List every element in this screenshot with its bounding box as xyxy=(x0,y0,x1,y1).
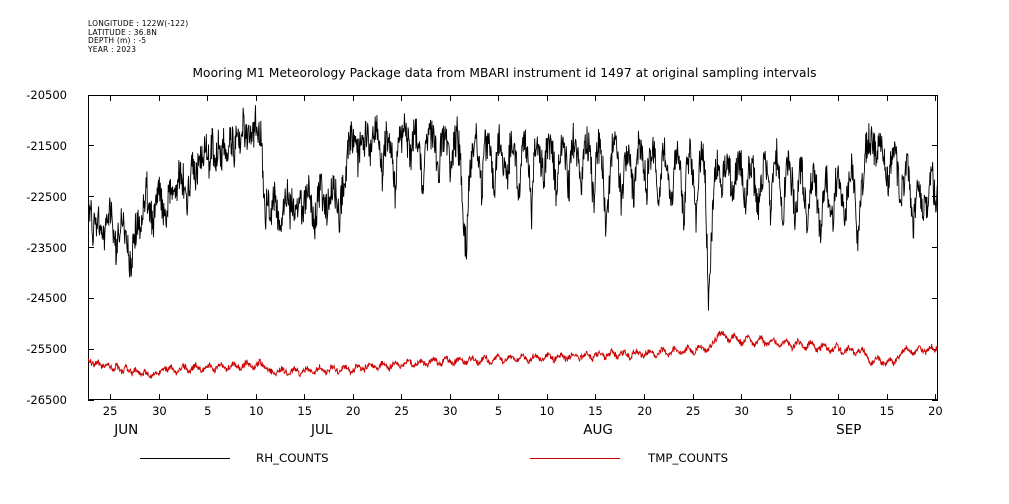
y-tick-label: -22500 xyxy=(26,189,67,204)
x-tick-label: 15 xyxy=(297,404,313,418)
x-tick-label: 15 xyxy=(588,404,603,418)
x-tick-label: 20 xyxy=(637,404,653,418)
month-label: JUN xyxy=(114,422,139,438)
x-tick-label: 25 xyxy=(102,404,118,418)
month-label: SEP xyxy=(836,422,862,438)
y-tick-label: -23500 xyxy=(26,240,67,255)
x-tick-label: 25 xyxy=(685,404,701,418)
x-tick-label: 30 xyxy=(442,404,458,418)
y-tick-label: -24500 xyxy=(26,291,67,306)
metadata-line-year: YEAR : 2023 xyxy=(88,44,137,54)
y-tick-label: -21500 xyxy=(26,138,67,153)
metadata-line-longitude: LONGITUDE : 122W(-122) xyxy=(88,19,189,28)
x-tick-label: 25 xyxy=(394,404,409,418)
plot-area xyxy=(88,95,938,400)
x-tick-label: 10 xyxy=(248,404,264,418)
legend-label-tmp: TMP_COUNTS xyxy=(648,451,729,465)
series-line-tmp_counts xyxy=(88,331,938,378)
legend xyxy=(0,447,1009,471)
metadata-line-depth: DEPTH (m) : -5 xyxy=(88,36,147,46)
y-tick-label: -20500 xyxy=(26,88,67,102)
x-tick-label: 20 xyxy=(928,404,943,418)
series-line-rh_counts xyxy=(88,105,938,310)
y-tick-label: -26500 xyxy=(26,393,67,407)
chart-title: Mooring M1 Meteorology Package data from MBARI instrument id 1497 at original sampling intervals xyxy=(192,66,817,80)
month-label: AUG xyxy=(583,422,613,438)
x-tick-label: 5 xyxy=(786,404,794,418)
series-canvas xyxy=(88,95,938,400)
x-tick-label: 30 xyxy=(734,404,749,418)
x-tick-label: 10 xyxy=(831,404,846,418)
x-tick-label: 5 xyxy=(204,404,212,418)
legend-label-rh: RH_COUNTS xyxy=(256,451,329,465)
x-tick-label: 5 xyxy=(494,404,503,418)
x-tick-label: 20 xyxy=(345,404,361,418)
y-tick-label: -25500 xyxy=(26,342,67,357)
x-tick-label: 15 xyxy=(879,404,895,418)
legend-line-tmp xyxy=(530,458,620,459)
x-tick-label: 10 xyxy=(539,404,555,418)
metadata-block xyxy=(88,20,188,54)
x-tick-label: 30 xyxy=(152,404,167,418)
month-label: JUL xyxy=(311,422,333,438)
metadata-line-latitude: LATITUDE : 36.8N xyxy=(88,27,158,37)
legend-line-rh xyxy=(140,458,230,459)
